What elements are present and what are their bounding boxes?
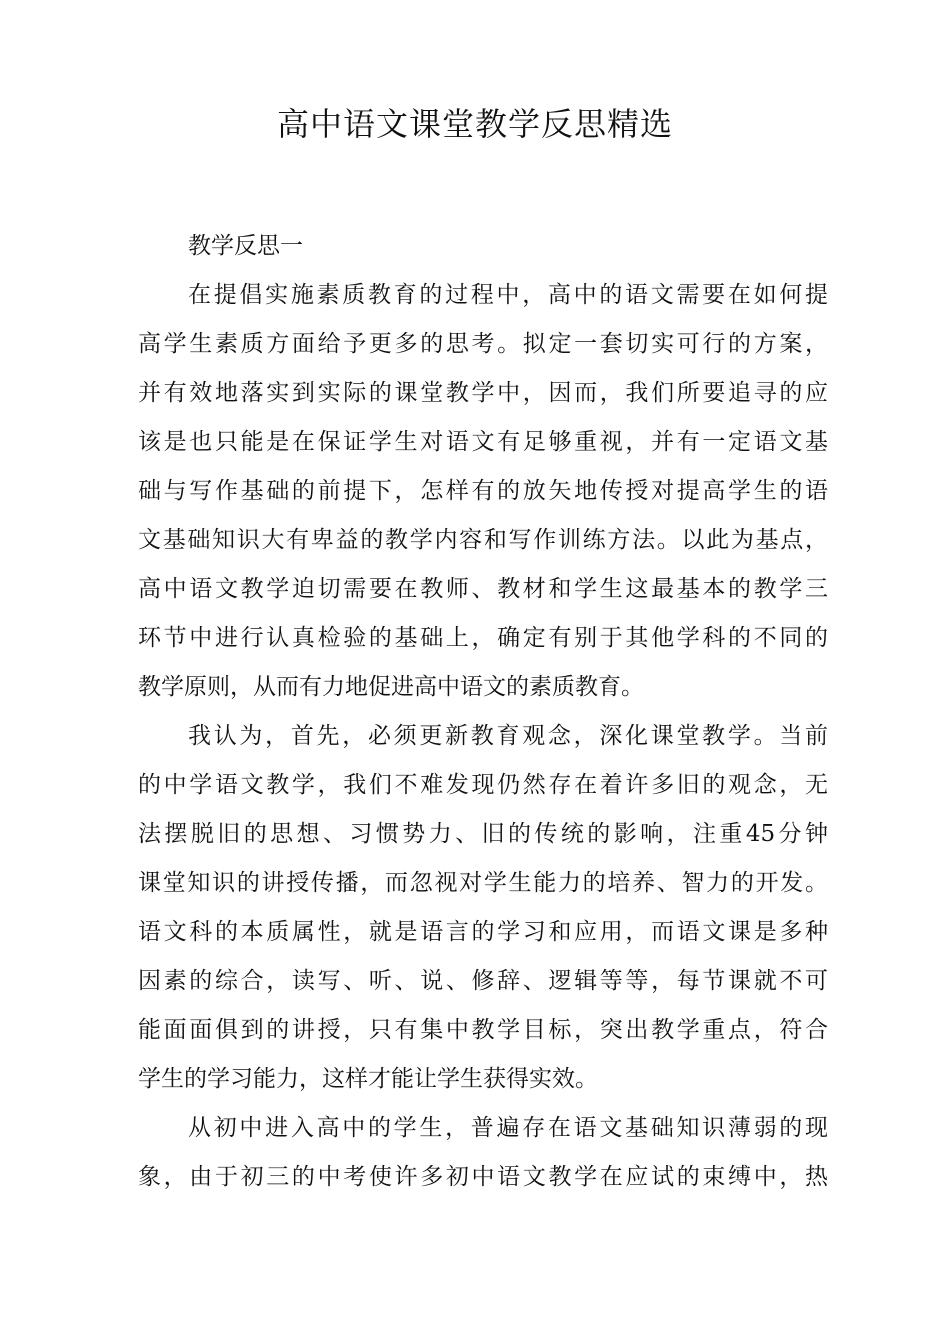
body-line: 因素的综合，读写、听、说、修辞、逻辑等等，每节课就不可 — [138, 968, 828, 994]
body-line: 课堂知识的讲授传播，而忽视对学生能力的培养、智力的开发。 — [138, 870, 828, 896]
body-line: 象，由于初三的中考使许多初中语文教学在应试的束缚中，热 — [138, 1164, 828, 1190]
body-line: 能面面俱到的讲授，只有集中教学目标，突出教学重点，符合 — [138, 1017, 828, 1043]
body-line: 该是也只能是在保证学生对语文有足够重视，并有一定语文基 — [138, 429, 828, 455]
body-line: 语文科的本质属性，就是语言的学习和应用，而语文课是多种 — [138, 919, 828, 945]
body-line: 高中语文教学迫切需要在教师、教材和学生这最基本的教学三 — [138, 576, 828, 602]
body-line: 学生的学习能力，这样才能让学生获得实效。 — [138, 1066, 598, 1092]
body-line: 高学生素质方面给予更多的思考。拟定一套切实可行的方案， — [138, 331, 828, 357]
document-title: 高中语文课堂教学反思精选 — [276, 105, 673, 143]
body-line: 的中学语文教学，我们不难发现仍然存在着许多旧的观念，无 — [138, 772, 828, 798]
body-line: 环节中进行认真检验的基础上，确定有别于其他学科的不同的 — [138, 625, 828, 651]
body-line: 础与写作基础的前提下，怎样有的放矢地传授对提高学生的语 — [138, 478, 828, 504]
body-line: 我认为，首先，必须更新教育观念，深化课堂教学。当前 — [188, 723, 828, 749]
body-line: 教学反思一 — [188, 233, 303, 259]
body-line: 法摆脱旧的思想、习惯势力、旧的传统的影响，注重45分钟 — [138, 821, 828, 847]
body-line: 并有效地落实到实际的课堂教学中，因而，我们所要追寻的应 — [138, 380, 828, 406]
body-line: 文基础知识大有卑益的教学内容和写作训练方法。以此为基点， — [138, 527, 828, 553]
body-line: 在提倡实施素质教育的过程中，高中的语文需要在如何提 — [188, 282, 828, 308]
body-line: 教学原则，从而有力地促进高中语文的素质教育。 — [138, 674, 644, 700]
body-line: 从初中进入高中的学生，普遍存在语文基础知识薄弱的现 — [188, 1115, 828, 1141]
document-body — [138, 222, 828, 1202]
